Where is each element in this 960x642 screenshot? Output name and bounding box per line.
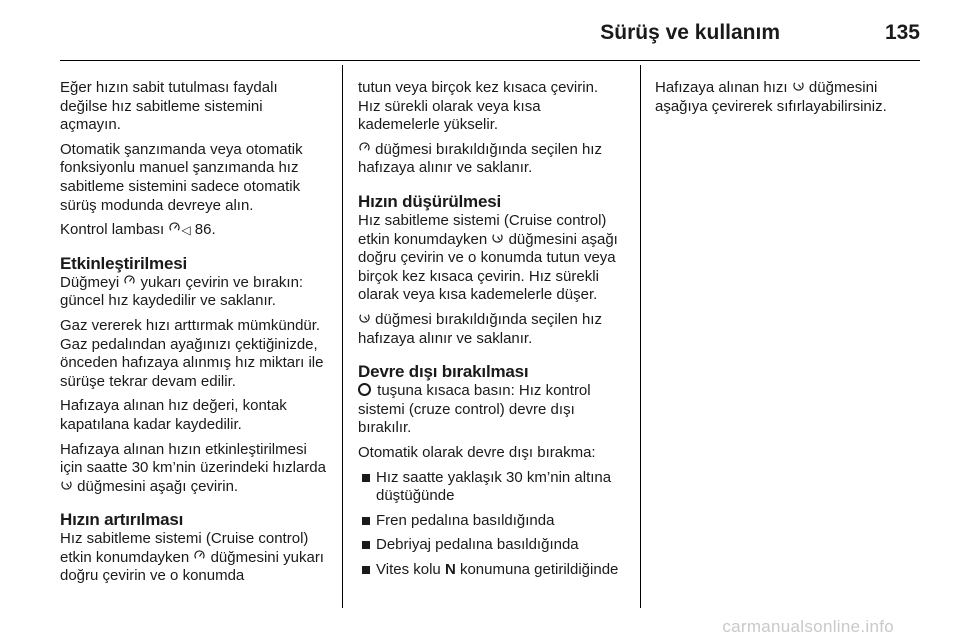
text: düğmesi bırakıldığında seçilen hız hafızaya alınır ve saklanır. <box>358 310 602 347</box>
set-minus-icon <box>359 312 370 323</box>
paragraph <box>655 79 921 116</box>
reference-arrow-icon: ◁ <box>181 223 191 238</box>
paragraph <box>60 274 326 311</box>
bullet-list <box>358 469 624 580</box>
page-title: Sürüş ve kullanım <box>600 21 780 44</box>
set-minus-icon <box>793 80 804 91</box>
text: Vites kolu <box>376 560 445 578</box>
text: düğmesini aşağıya çevirerek sıfırlayabilirsiniz. <box>655 79 887 115</box>
paragraph <box>358 311 624 348</box>
gear-position-label: N <box>444 560 456 578</box>
paragraph: tutun veya birçok kez kısaca çevirin. Hız sürekli olarak veya kısa kademelerle yükselir. <box>358 79 599 134</box>
paragraph: Gaz vererek hızı arttırmak mümkündür. Gaz pedalından ayağınızı çektiğinizde, önceden hafızaya alınmış hız miktarı ile sürüşe tekrar devam edilir. <box>60 316 324 390</box>
section-heading: Etkinleştirilmesi <box>60 253 187 273</box>
paragraph: Otomatik olarak devre dışı bırakma: <box>358 443 596 461</box>
section-heading: Devre dışı bırakılması <box>358 362 529 382</box>
column-1 <box>60 79 326 592</box>
text: Hafızaya alınan hızın etkinleştirilmesi için saatte 30 km’nin üzerindeki hızlarda <box>60 440 326 477</box>
paragraph: Eğer hızın sabit tutulması faydalı değilse hız sabitleme sistemini açmayın. <box>60 79 278 134</box>
list-item: Fren pedalına basıldığında <box>358 512 624 531</box>
res-plus-icon <box>359 142 370 153</box>
paragraph <box>60 221 326 240</box>
text: düğmesini yukarı doğru çevirin ve o konumda <box>60 548 324 585</box>
paragraph <box>358 382 624 438</box>
text: düğmesini aşağı doğru çevirin ve o konumda tutun veya birçok kez kısaca çevirin. Hız sürekli olarak veya kısa kademelerle düşer. <box>358 230 618 304</box>
paragraph <box>358 212 624 305</box>
cruise-control-icon <box>169 222 180 233</box>
text: 86. <box>190 221 216 239</box>
text: Hız sabitleme sistemi (Cruise control) etkin konumdayken <box>60 530 309 566</box>
column-2 <box>358 79 624 585</box>
text: tuşuna kısaca basın: Hız kontrol sistemi (cruze control) devre dışı bırakılır. <box>358 382 591 437</box>
section-heading: Hızın artırılması <box>60 510 184 530</box>
text: Hız sabitleme sistemi (Cruise control) etkin konumdayken <box>358 211 607 248</box>
watermark: carmanualsonline.info <box>722 617 894 636</box>
text: yukarı çevirin ve bırakın: güncel hız kaydedilir ve saklanır. <box>60 273 304 310</box>
column-divider <box>342 65 343 608</box>
list-item: Debriyaj pedalına basıldığında <box>358 536 624 555</box>
section-heading: Hızın düşürülmesi <box>358 191 502 211</box>
column-divider <box>640 65 641 608</box>
text: Hafızaya alınan hızı <box>655 79 792 96</box>
text: düğmesi bırakıldığında seçilen hız hafızaya alınır ve saklanır. <box>358 140 602 177</box>
text: Düğmeyi <box>60 273 124 291</box>
list-item: Hız saatte yaklaşık 30 km’nin altına düştüğünde <box>358 469 624 506</box>
paragraph <box>358 141 624 178</box>
set-minus-icon <box>61 479 72 490</box>
paragraph <box>60 530 326 586</box>
text: düğmesini aşağı çevirin. <box>73 477 239 495</box>
set-minus-icon <box>492 232 503 243</box>
paragraph: Otomatik şanzımanda veya otomatik fonksiyonlu manuel şanzımanda hız sabitleme sistemini sadece otomatik sürüş modunda devreye alın. <box>60 140 303 214</box>
column-3 <box>655 79 921 122</box>
page-number: 135 <box>884 21 920 44</box>
header-rule <box>60 60 920 61</box>
text: Kontrol lambası <box>60 221 169 239</box>
res-plus-icon <box>124 275 135 286</box>
list-item <box>358 561 624 580</box>
text: konumuna getirildiğinde <box>455 560 619 578</box>
cancel-button-icon <box>358 383 371 396</box>
res-plus-icon <box>194 550 205 561</box>
paragraph: Hafızaya alınan hız değeri, kontak kapatılana kadar kaydedilir. <box>60 397 287 433</box>
paragraph <box>60 441 326 497</box>
